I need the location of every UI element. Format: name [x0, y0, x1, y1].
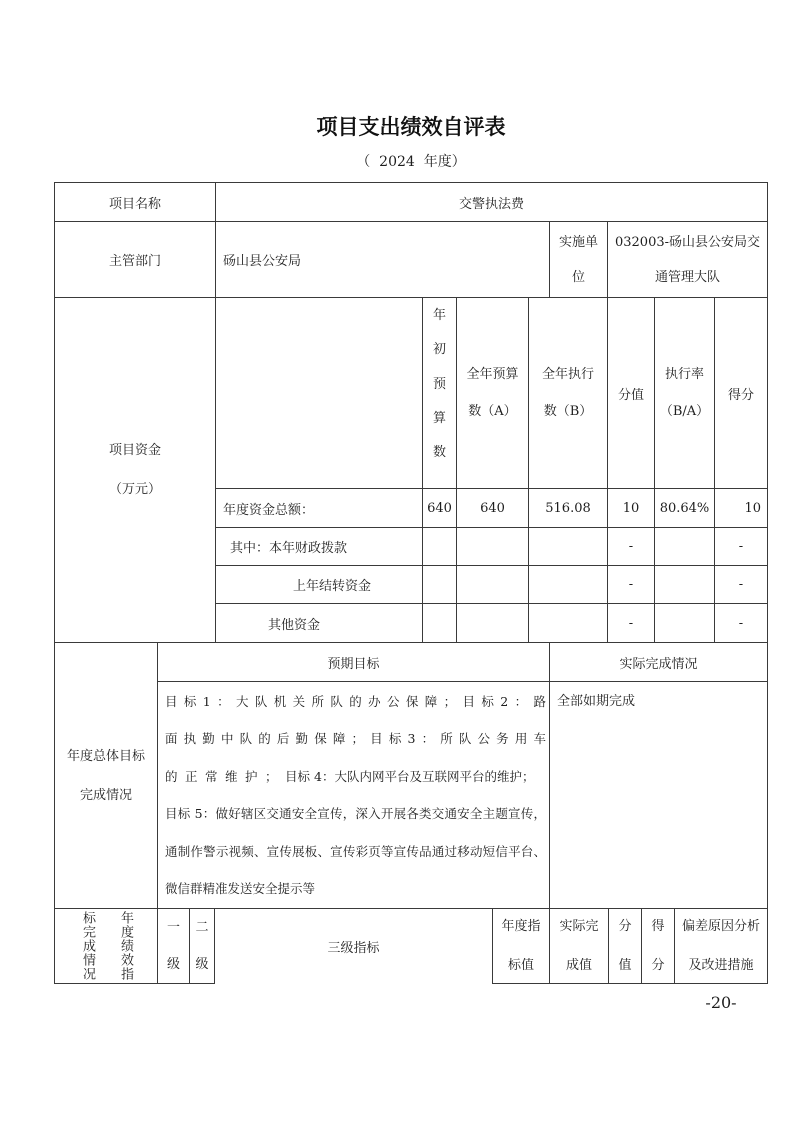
funds-row-label-text: 其他资金 [268, 617, 321, 633]
funds-unit-line: （万元） [108, 482, 161, 497]
funds-label [54, 297, 216, 643]
indicator-score-line: 分 [651, 958, 665, 973]
cell-value: - [738, 615, 744, 631]
expected-goals-header-text: 预期目标 [327, 656, 380, 672]
cell-value: 10 [744, 500, 761, 516]
impl-unit-value-line: 032003-砀山县公安局交 [614, 234, 761, 250]
funds-cell-annual-exec [528, 527, 608, 566]
impl-unit-value-line: 通管理大队 [654, 269, 720, 285]
department-value [215, 221, 550, 298]
funds-row-label-text: 上年结转资金 [293, 579, 372, 594]
indicator-deviation-line: 及改进措施 [688, 958, 754, 973]
funds-cell-annual-budget [456, 488, 529, 528]
indicator-level2-line: 级 [195, 957, 209, 972]
expected-goals-line: 目标 5：做好辖区交通安全宣传，深入开展各类交通安全主题宣传， [165, 806, 546, 822]
indicator-level3-text: 三级指标 [327, 941, 380, 956]
department-label-text: 主管部门 [108, 254, 161, 269]
overall-goals-label-line: 年度总体目标 [66, 748, 145, 764]
indicator-target-header [492, 908, 550, 984]
cell-value: - [738, 577, 744, 592]
indicator-level2-header [189, 908, 215, 984]
cell-value: 640 [427, 500, 452, 516]
funds-cell-annual-exec [528, 488, 608, 528]
funds-cell-initial-budget [422, 527, 457, 566]
header-initial-budget-text: 年初预算数 [432, 308, 446, 461]
funds-cell-annual-budget [456, 565, 529, 604]
project-name-label [54, 182, 216, 222]
expected-goals-content [157, 681, 550, 909]
impl-unit-value [607, 221, 768, 298]
funds-cell-score-value [607, 603, 655, 643]
cell-value: - [628, 539, 634, 554]
indicator-actual-line: 实际完 [559, 919, 599, 934]
funds-row-label-text: 其中：本年财政拨款 [230, 541, 348, 556]
header-score [714, 297, 768, 489]
funds-cell-score-value [607, 488, 655, 528]
funds-cell-initial-budget [422, 565, 457, 604]
impl-unit-label-line: 实施单 [558, 234, 598, 250]
indicator-score-value-header [608, 908, 642, 984]
indicator-score-value-line: 值 [618, 958, 632, 973]
funds-row-label [215, 488, 423, 528]
indicator-deviation-line: 偏差原因分析 [681, 919, 760, 934]
funds-cell-annual-exec [528, 603, 608, 643]
expected-goals-line [165, 758, 546, 795]
actual-completion-header [549, 642, 768, 682]
indicator-level1-line: 一 [166, 920, 180, 935]
overall-goals-label [54, 642, 158, 909]
funds-cell-score-value [607, 565, 655, 604]
actual-completion-content [549, 681, 768, 909]
impl-unit-label-line: 位 [571, 269, 585, 285]
cell-value: 80.64% [659, 500, 710, 516]
expected-goals-header [157, 642, 550, 682]
header-exec-rate-line: （B/A） [659, 404, 710, 419]
funds-cell-annual-budget [456, 603, 529, 643]
funds-label-line: 项目资金 [108, 443, 161, 458]
page-number: -20- [705, 993, 737, 1012]
header-annual-budget-line: 数（A） [468, 404, 517, 419]
project-name-value-text: 交警执法费 [458, 196, 524, 212]
funds-cell-annual-exec [528, 565, 608, 604]
expected-goals-line: 面执勤中队的后勤保障；目标3：所队公务用车 [165, 731, 546, 747]
funds-cell-score [714, 527, 768, 566]
funds-cell-exec-rate [654, 488, 715, 528]
indicator-level3-header [214, 908, 493, 984]
actual-completion-text: 全部如期完成 [557, 694, 636, 709]
expected-goals-line-part: 目标 4：大队内网平台及互联网平台的维护； [285, 768, 535, 784]
header-annual-budget [456, 297, 529, 489]
cell-value: - [628, 577, 634, 592]
header-annual-exec [528, 297, 608, 489]
actual-completion-header-text: 实际完成情况 [619, 656, 698, 672]
expected-goals-line: 微信群精准发送安全提示等 [165, 881, 316, 897]
indicator-actual-line: 成值 [565, 958, 592, 973]
header-score-text: 得分 [727, 387, 754, 403]
funds-cell-score [714, 603, 768, 643]
department-label [54, 221, 216, 298]
funds-cell-exec-rate [654, 603, 715, 643]
indicator-score-value-line: 分 [618, 919, 632, 934]
funds-cell-exec-rate [654, 565, 715, 604]
header-exec-rate-line: 执行率 [664, 367, 704, 382]
funds-row-label [215, 527, 423, 566]
overall-goals-label-line: 完成情况 [79, 787, 132, 803]
header-score-value [607, 297, 655, 489]
indicator-target-line: 标值 [507, 958, 534, 973]
header-initial-budget [422, 297, 457, 489]
indicator-level1-header [157, 908, 190, 984]
funds-cell-initial-budget [422, 488, 457, 528]
indicator-level1-line: 级 [166, 957, 180, 972]
funds-cell-annual-budget [456, 527, 529, 566]
funds-row-label-text: 年度资金总额： [223, 502, 315, 518]
funds-cell-score-value [607, 527, 655, 566]
funds-header-blank [215, 297, 423, 489]
cell-value: - [738, 539, 744, 554]
indicator-actual-header [549, 908, 609, 984]
project-name-label-text: 项目名称 [108, 196, 161, 212]
indicator-score-line: 得 [651, 919, 665, 934]
department-value-text: 砀山县公安局 [223, 254, 302, 269]
expected-goals-line-part: 的正常维护； [165, 768, 286, 784]
header-score-value-text: 分值 [617, 387, 644, 403]
header-annual-budget-line: 全年预算 [466, 367, 519, 382]
expected-goals-line: 通制作警示视频、宣传展板、宣传彩页等宣传品通过移动短信平台、 [165, 843, 546, 859]
indicators-section-label [54, 908, 158, 984]
header-exec-rate [654, 297, 715, 489]
cell-value: - [628, 615, 634, 631]
indicator-deviation-header [674, 908, 768, 984]
cell-value: 516.08 [545, 500, 591, 516]
cell-value: 10 [622, 500, 640, 516]
header-annual-exec-line: 数（B） [543, 404, 593, 419]
funds-cell-initial-budget [422, 603, 457, 643]
indicator-score-header [641, 908, 675, 984]
funds-row-label [215, 565, 423, 604]
funds-row-label [215, 603, 423, 643]
header-annual-exec-line: 全年执行 [541, 367, 594, 382]
funds-cell-score [714, 488, 768, 528]
project-name-value [215, 182, 768, 222]
funds-cell-score [714, 565, 768, 604]
indicators-section-label-text: 年度绩效指标完成情况 [80, 911, 133, 981]
impl-unit-label [549, 221, 608, 298]
fiscal-year: （ 2024 年度） [356, 154, 466, 170]
indicator-level2-line: 二 [195, 920, 209, 935]
expected-goals-line: 目标1：大队机关所队的办公保障；目标2：路 [165, 694, 546, 709]
funds-cell-exec-rate [654, 527, 715, 566]
page-title: 项目支出绩效自评表 [316, 115, 506, 139]
indicator-target-line: 年度指 [501, 919, 541, 934]
cell-value: 640 [480, 500, 505, 516]
